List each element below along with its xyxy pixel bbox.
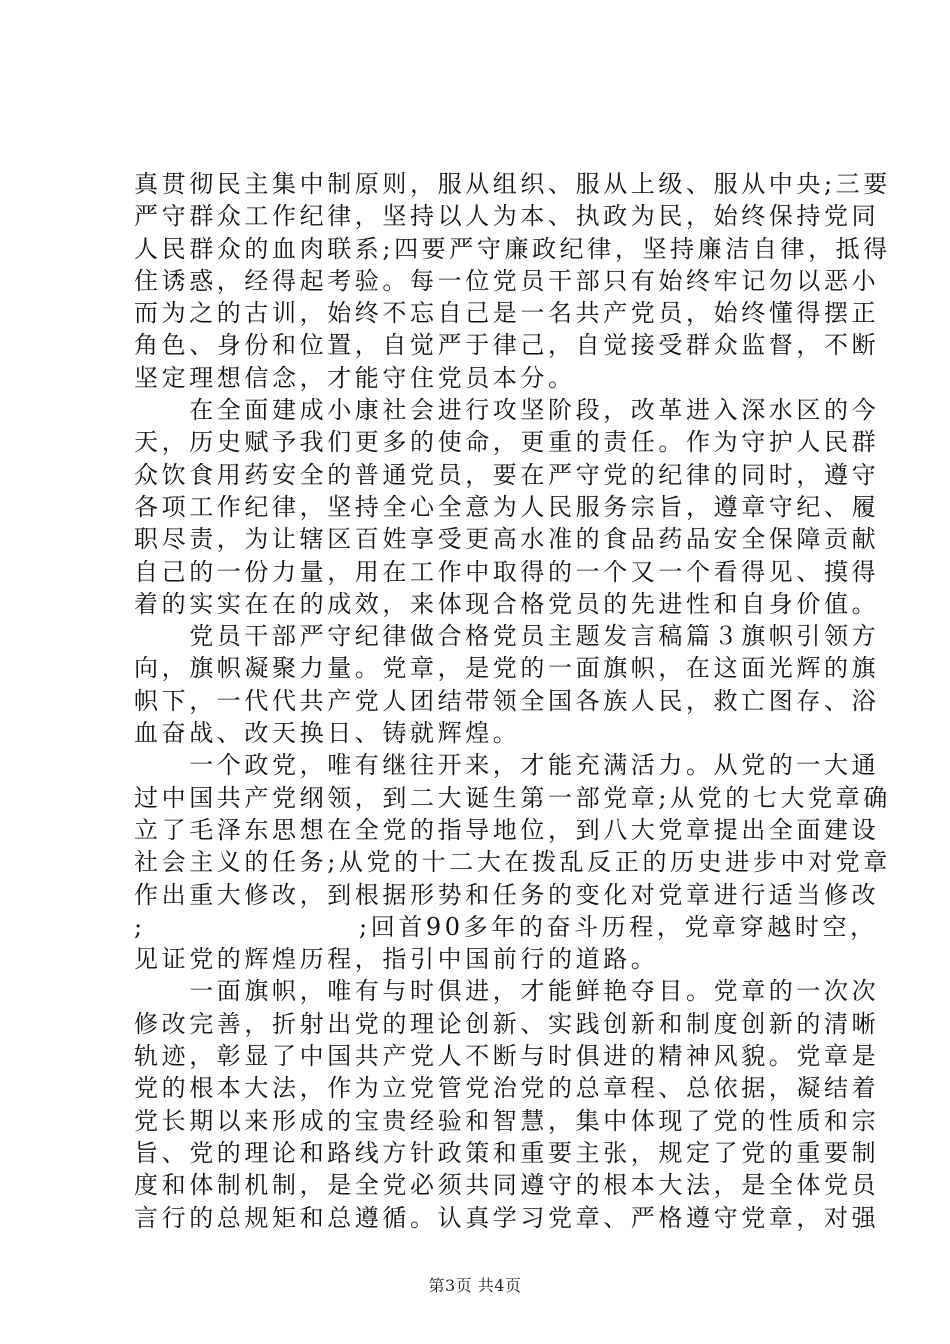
text-line: 社会主义的任务;从党的十二大在拨乱反正的历史进步中对党章 <box>134 848 891 877</box>
body-text <box>134 168 891 1234</box>
text-line: 真贯彻民主集中制原则，服从组织、服从上级、服从中央;三要 <box>134 170 891 198</box>
text-line: 严守群众工作纪律，坚持以人为本、执政为民，始终保持党同 <box>134 202 880 231</box>
text-line: 修改完善，折射出党的理论创新、实践创新和制度创新的清晰 <box>134 1009 880 1038</box>
text-line: 向，旗帜凝聚力量。党章，是党的一面旗帜，在这面光辉的旗 <box>134 654 880 683</box>
text-line: 在全面建成小康社会进行攻坚阶段，改革进入深水区的今 <box>134 396 880 425</box>
text-line: 帜下，一代代共产党人团结带领全国各族人民，救亡图存、浴 <box>134 686 880 715</box>
text-line: 血奋战、改天换日、铸就辉煌。 <box>134 719 521 748</box>
text-line: 自己的一份力量，用在工作中取得的一个又一个看得见、摸得 <box>134 557 880 586</box>
page-footer: 第3页 共4页 <box>428 1276 522 1295</box>
text-line: 见证党的辉煌历程，指引中国前行的道路。 <box>134 945 659 974</box>
text-line: 住诱惑，经得起考验。每一位党员干部只有始终牢记勿以恶小 <box>134 266 880 295</box>
text-line: 党长期以来形成的宝贵经验和智慧，集中体现了党的性质和宗 <box>134 1106 880 1135</box>
text-line: 一面旗帜，唯有与时俱进，才能鲜艳夺目。党章的一次次 <box>134 977 880 1006</box>
text-line: ; ;回首90多年的奋斗历程，党章穿越时空， <box>134 912 878 941</box>
text-line: 党员干部严守纪律做合格党员主题发言稿篇３旗帜引领方 <box>134 622 880 651</box>
text-line: 度和体制机制，是全党必须共同遵守的根本大法，是全体党员 <box>134 1171 880 1200</box>
text-line: 言行的总规矩和总遵循。认真学习党章、严格遵守党章，对强 <box>134 1203 880 1232</box>
text-line: 作出重大修改，到根据形势和任务的变化对党章进行适当修改 <box>134 880 880 909</box>
text-line: 党的根本大法，作为立党管党治党的总章程、总依据，凝结着 <box>134 1074 880 1103</box>
text-line: 天，历史赋予我们更多的使命，更重的责任。作为守护人民群 <box>134 428 880 457</box>
text-line: 而为之的古训，始终不忘自己是一名共产党员，始终懂得摆正 <box>134 299 880 328</box>
text-line: 旨、党的理论和路线方针政策和重要主张，规定了党的重要制 <box>134 1138 880 1167</box>
text-line: 过中国共产党纲领，到二大诞生第一部党章;从党的七大党章确 <box>134 783 891 812</box>
text-line: 一个政党，唯有继往开来，才能充满活力。从党的一大通 <box>134 751 880 780</box>
text-line: 立了毛泽东思想在全党的指导地位，到八大党章提出全面建设 <box>134 815 880 844</box>
text-line: 人民群众的血肉联系;四要严守廉政纪律，坚持廉洁自律，抵得 <box>134 234 891 263</box>
text-line: 职尽责，为让辖区百姓享受更高水准的食品药品安全保障贡献 <box>134 525 880 554</box>
text-line: 坚定理想信念，才能守住党员本分。 <box>134 363 576 392</box>
text-line: 轨迹，彰显了中国共产党人不断与时俱进的精神风貌。党章是 <box>134 1042 880 1071</box>
text-line: 着的实实在在的成效，来体现合格党员的先进性和自身价值。 <box>134 589 880 618</box>
text-line: 角色、身份和位置，自觉严于律己，自觉接受群众监督，不断 <box>134 331 880 360</box>
text-line: 众饮食用药安全的普通党员，要在严守党的纪律的同时，遵守 <box>134 460 880 489</box>
text-line: 各项工作纪律，坚持全心全意为人民服务宗旨，遵章守纪、履 <box>134 492 880 521</box>
